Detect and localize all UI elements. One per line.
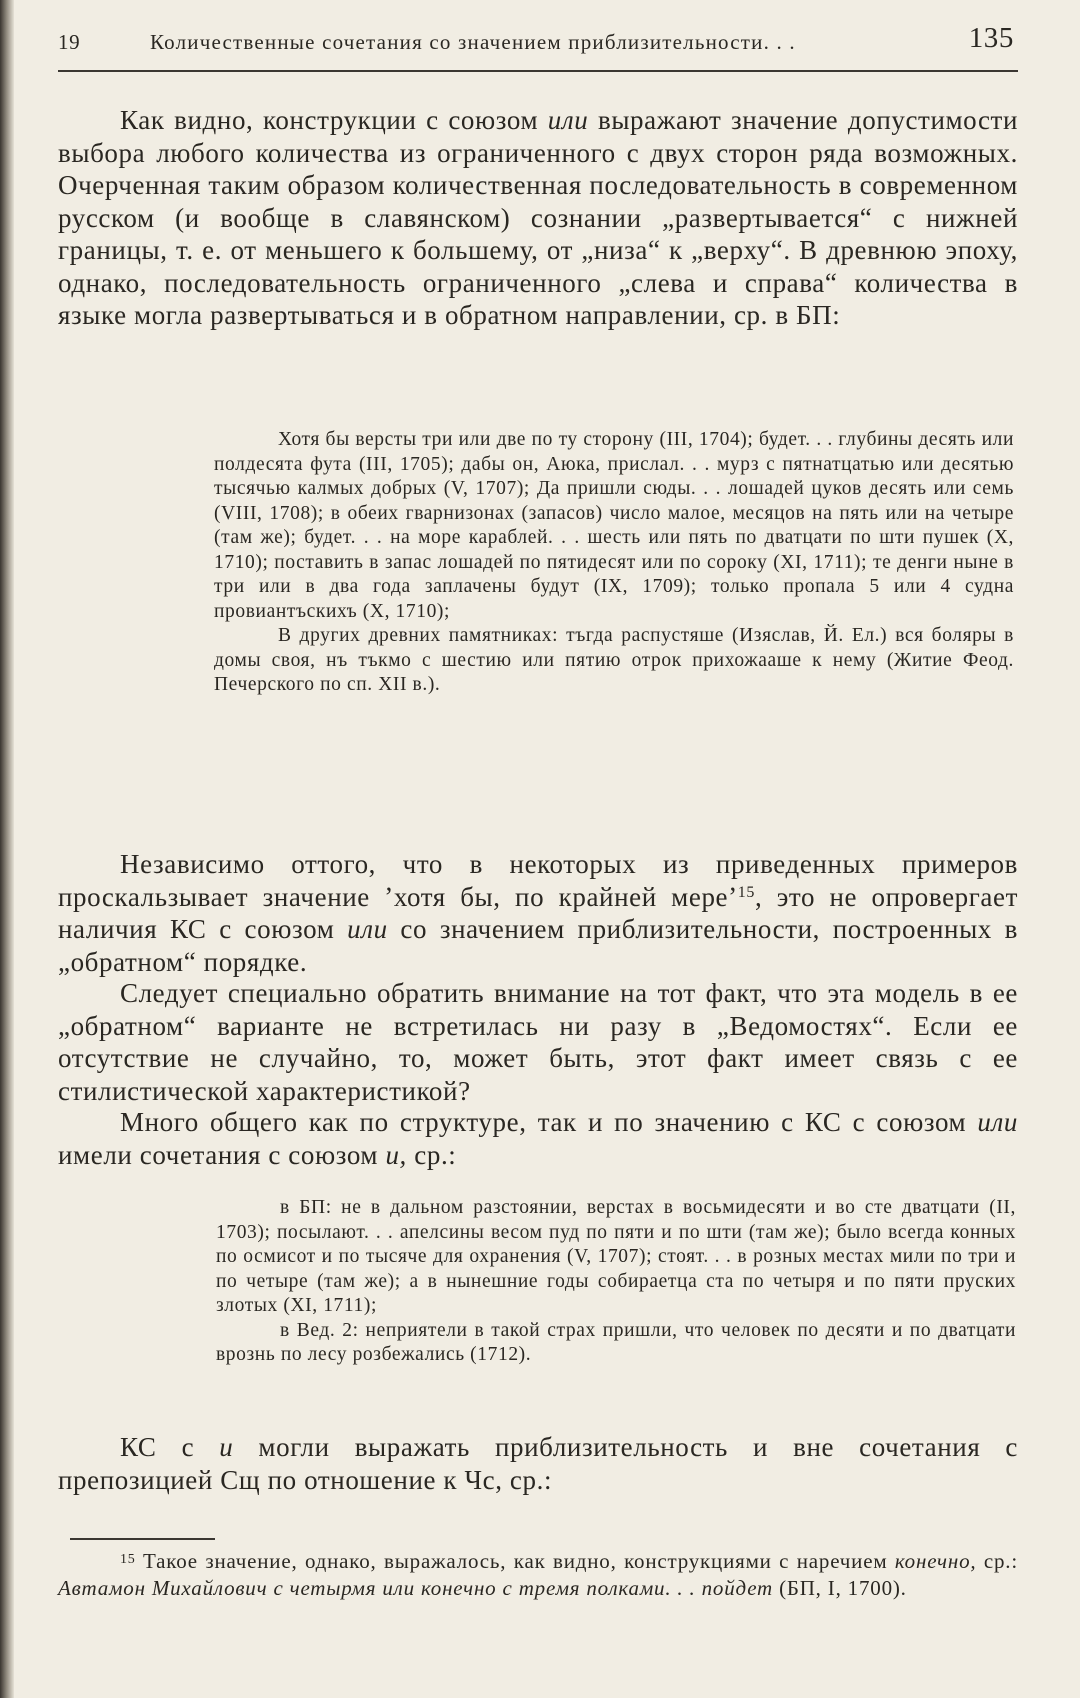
paragraph-3: Следует специально обратить внимание на тот факт, что эта модель в ее „обратном“ варианте не встретилась ни разу в „Ведомостях“. Если ее отсутствие не случайно, то, может быть, этот факт имеет связь с ее стилистической характеристикой? (58, 978, 1018, 1106)
book-spine-shadow (0, 0, 14, 1698)
quote-block-1 (214, 428, 1014, 698)
p4-italic-i: и, (385, 1139, 407, 1170)
p4-text-a: Много общего как по структуре, так и по значению с КС с союзом (120, 1107, 978, 1137)
page-number: 135 (968, 22, 1014, 54)
paragraph-2 (58, 848, 1018, 978)
running-header (58, 20, 1018, 70)
p2-italic-ili: или (347, 914, 388, 944)
p1-italic-ili: или (547, 105, 589, 135)
quote-block-2 (216, 1196, 1016, 1368)
p2-text-a: Независимо оттого, что в некоторых из приведенных примеров проскальзывает значение ʼхотя бы, по крайней мереʼ (58, 849, 1018, 912)
paragraph-4 (58, 1106, 1018, 1171)
footnote-italic-quote: Автамон Михайлович с четырмя или конечно с тремя полками. . . пойдет (58, 1576, 774, 1600)
p4-text-b: имели сочетания с союзом (58, 1139, 386, 1170)
footnote-italic-a: конечно, (894, 1549, 977, 1573)
p1-text-b: выражают значение допустимости выбора любого количества из ограниченного с двух сторон ряда возможных. Очерченная таким образом количественная последовательность в современном русском (и вообще в славянском) сознании „развертывается“ с нижней границы, т. е. от меньшего к большему, от „низа“ к „верху“. В древнюю эпоху, однако, последовательность ограниченного „слева и справа“ количества в языке могла развертываться и в обратном направлении, ср. в БП: (58, 105, 1018, 330)
quote-1-par-b: В других древних памятниках: тъгда распустяше (Изяслав, Й. Ел.) вся боляры в домы своя, нъ тъкмо с шестию или пятию отрок прихожааше к нему (Житие Феод. Печерского по сп. XII в.). (214, 625, 1014, 695)
footnote-15 (58, 1546, 1018, 1602)
quote-2-par-a: в БП: не в дальном разстоянии, верстах в восьмидесяти и во сте дватцати (II, 1703); посылают. . . апелсины весом пуд по пяти и по шти (там же); было всегда конных по осмисот и по тысяче для охранения (V, 1707); стоят. . . в розных местах мили по три и по четыре (там же); а в нынешние годы собираетца ста по четыря и по пяти пруских злотых (XI, 1711); (216, 1197, 1016, 1316)
p5-italic-i: и (219, 1432, 234, 1462)
p2-text-c: со значением приблизительности, построенных в „обратном“ порядке. (58, 914, 1018, 977)
p5-text-a: КС с (120, 1432, 220, 1462)
p4-text-c: ср.: (406, 1139, 457, 1170)
quote-2-par-b: в Вед. 2: неприятели в такой страх пришли, что человек по десяти и по дватцати врознь по лесу розбежались (1712). (216, 1319, 1016, 1365)
paragraph-5 (58, 1431, 1018, 1496)
footnote-ref-15[interactable]: 15 (737, 883, 755, 901)
paragraph-1 (58, 104, 1018, 332)
footnote-rule (70, 1538, 215, 1540)
p4-italic-ili: или (977, 1107, 1018, 1137)
p5-text-b: могли выражать приблизительность и вне сочетания с препозицией Сщ по отношение к Чс, ср.: (58, 1432, 1018, 1495)
footnote-text-a: Такое значение, однако, выражалось, как видно, конструкциями с наречием (135, 1549, 895, 1573)
running-title: Количественные сочетания со значением приблизительности. . . (150, 30, 796, 54)
chapter-number: 19 (58, 30, 81, 54)
footnote-text-c: (БП, I, 1700). (773, 1576, 907, 1600)
p2-text-b: , это не опровергает наличия КС с союзом (58, 881, 1018, 944)
header-rule (58, 70, 1018, 72)
footnote-text-b: ср.: (976, 1549, 1018, 1573)
footnote-number: 15 (120, 1552, 136, 1567)
p1-text-a: Как видно, конструкции с союзом (120, 105, 548, 135)
quote-1-par-a: Хотя бы версты три или две по ту сторону (III, 1704); будет. . . глубины десять или полдесята фута (III, 1705); дабы он, Аюка, прислал. . . мурз с пятнатцатью или десятью тысячью калмых добрых (V, 1707); Да пришли сюды. . . лошадей цуков десять или семь (VIII, 1708); в обеих гварнизонах (запасов) число малое, месяцов на пять или на четыре (там же); будет. . . на море караблей. . . шесть или пять по дватцати по шти пушек (X, 1710); поставить в запас лошадей по пятидесят или по сороку (XI, 1711); те денги ныне в три или в два года заплачены будут (IX, 1709); только пропала 5 или 4 судна провиантъскихъ (X, 1710); (214, 429, 1014, 622)
